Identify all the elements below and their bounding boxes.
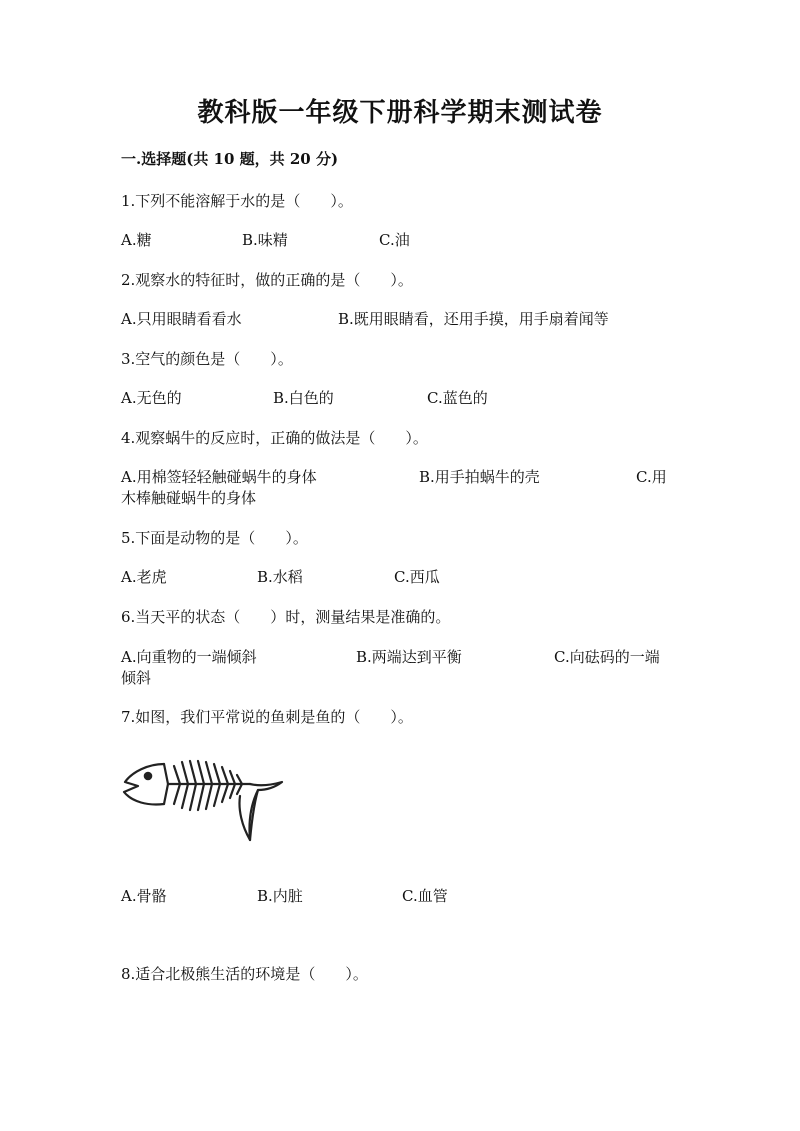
question-3-option-b: B.白色的 — [273, 389, 334, 407]
question-8-stem: 8.适合北极熊生活的环境是（ ）。 — [121, 965, 368, 983]
question-7-stem: 7.如图，我们平常说的鱼刺是鱼的（ ）。 — [121, 708, 413, 726]
question-1-option-a: A.糖 — [121, 231, 152, 249]
question-6-stem: 6.当天平的状态（ ）时，测量结果是准确的。 — [121, 608, 451, 626]
question-1-option-c: C.油 — [379, 231, 410, 249]
question-4-option-c: C.用 — [636, 468, 667, 486]
question-5-stem: 5.下面是动物的是（ ）。 — [121, 529, 308, 547]
question-2-stem: 2.观察水的特征时，做的正确的是（ ）。 — [121, 271, 413, 289]
question-3-option-a: A.无色的 — [121, 389, 182, 407]
question-4-stem: 4.观察蜗牛的反应时，正确的做法是（ ）。 — [121, 429, 428, 447]
question-4-option-c-continued: 木棒触碰蜗牛的身体 — [121, 489, 257, 507]
question-3-stem: 3.空气的颜色是（ ）。 — [121, 350, 293, 368]
question-2-option-b: B.既用眼睛看，还用手摸，用手扇着闻等 — [338, 310, 609, 328]
question-7-option-b: B.内脏 — [257, 887, 303, 905]
question-6-option-b: B.两端达到平衡 — [356, 648, 462, 666]
question-5-option-b: B.水稻 — [257, 568, 303, 586]
question-4-option-b: B.用手拍蜗牛的壳 — [419, 468, 540, 486]
question-7-option-a: A.骨骼 — [121, 887, 167, 905]
question-2-option-a: A.只用眼睛看看水 — [121, 310, 242, 328]
question-1-option-b: B.味精 — [242, 231, 288, 249]
question-4-option-a: A.用棉签轻轻触碰蜗牛的身体 — [121, 468, 317, 486]
fish-skeleton-image — [118, 752, 286, 844]
question-3-option-c: C.蓝色的 — [427, 389, 488, 407]
section-heading: 一.选择题(共 10 题，共 20 分) — [121, 150, 339, 168]
question-6-option-c: C.向砝码的一端 — [554, 648, 660, 666]
question-6-option-a: A.向重物的一端倾斜 — [121, 648, 257, 666]
page-title: 教科版一年级下册科学期末测试卷 — [197, 98, 603, 128]
question-1-stem: 1.下列不能溶解于水的是（ ）。 — [121, 192, 353, 210]
question-7-option-c: C.血管 — [402, 887, 448, 905]
question-5-option-c: C.西瓜 — [394, 568, 440, 586]
question-6-option-c-continued: 倾斜 — [121, 669, 152, 687]
question-5-option-a: A.老虎 — [121, 568, 167, 586]
